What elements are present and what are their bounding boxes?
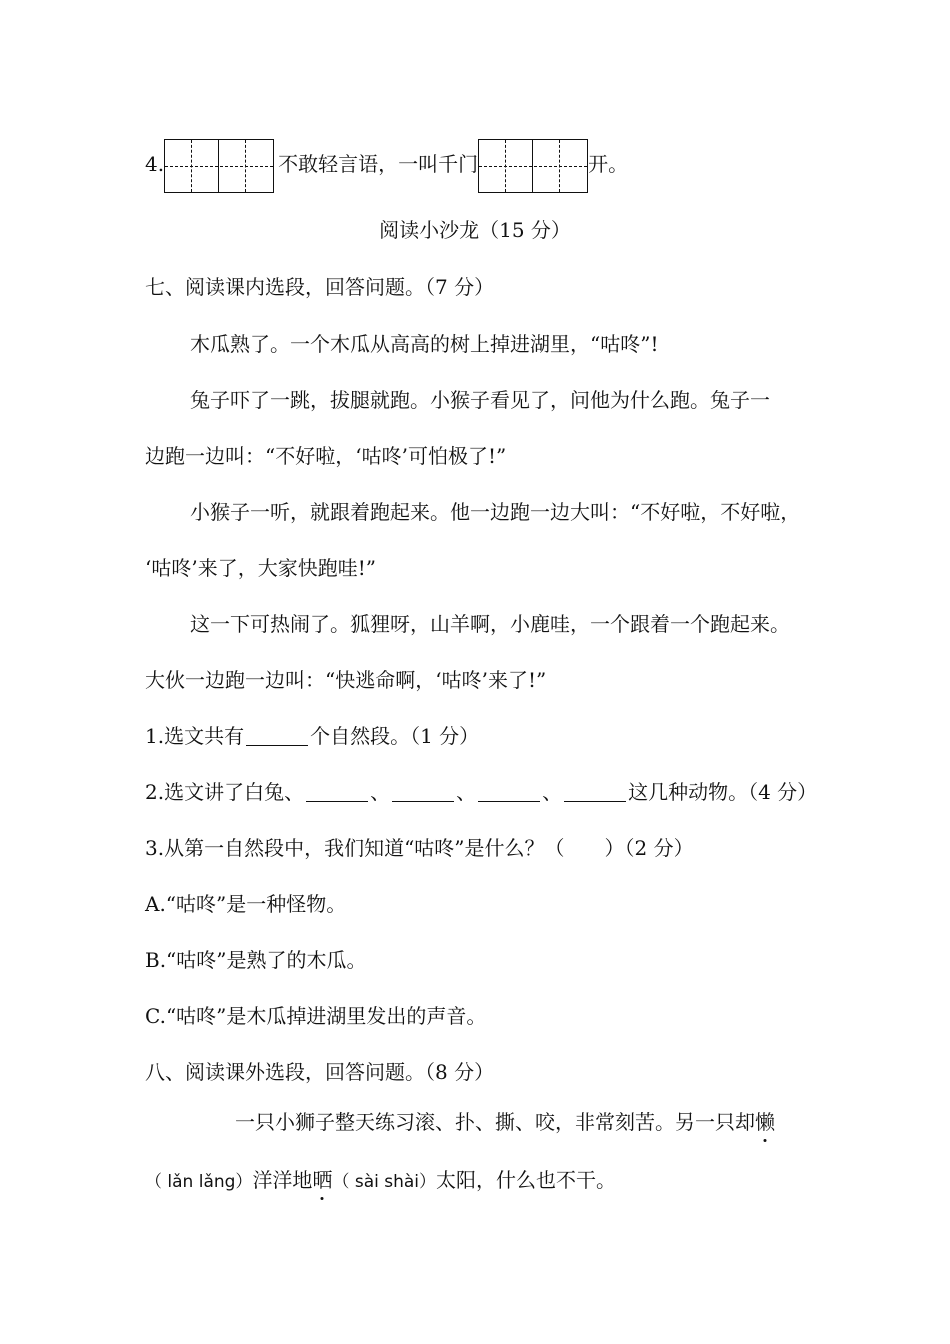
passage2-line-1: 一只小狮子整天练习滚、扑、撕、咬，非常刻苦。另一只却懒 xyxy=(235,1110,775,1134)
question-2: 2.选文讲了白兔、 、 、 、 这几种动物。（4 分） xyxy=(145,780,818,804)
pinyin-choice-1[interactable]: （ lǎn lǎng） xyxy=(145,1172,253,1192)
part8-heading: 八、阅读课外选段，回答问题。（8 分） xyxy=(145,1060,495,1084)
passage-para-3-line-2: ‘咕咚’来了，大家快跑哇!” xyxy=(145,556,376,580)
answer-grid-2[interactable] xyxy=(478,139,588,193)
passage-para-3-line-1: 小猴子一听，就跟着跑起来。他一边跑一边大叫：“不好啦，不好啦， xyxy=(190,500,801,524)
dotted-char: 懒 xyxy=(755,1110,775,1134)
part7-heading: 七、阅读课内选段，回答问题。（7 分） xyxy=(145,275,495,299)
answer-blank[interactable] xyxy=(478,781,540,802)
passage-para-4-line-1: 这一下可热闹了。狐狸呀，山羊啊，小鹿哇，一个跟着一个跑起来。 xyxy=(190,612,790,636)
pinyin-choice-2[interactable]: （ sài shài） xyxy=(332,1172,437,1192)
question-4-number: 4. xyxy=(145,152,165,176)
answer-blank[interactable] xyxy=(564,781,626,802)
answer-blank[interactable] xyxy=(392,781,454,802)
question-1: 1.选文共有 个自然段。（1 分） xyxy=(145,724,480,748)
question-4-end-text: 开。 xyxy=(588,152,629,176)
question-4-line xyxy=(145,136,628,193)
answer-blank[interactable] xyxy=(306,781,368,802)
section-title: 阅读小沙龙（15 分） xyxy=(379,218,571,242)
passage-para-4-line-2: 大伙一边跑一边叫：“快逃命啊，‘咕咚’来了!” xyxy=(145,668,547,692)
passage-para-2-line-1: 兔子吓了一跳，拔腿就跑。小猴子看见了，问他为什么跑。兔子一 xyxy=(190,388,770,412)
question-3: 3.从第一自然段中，我们知道“咕咚”是什么？（ ）（2 分） xyxy=(145,836,694,860)
answer-blank[interactable] xyxy=(246,725,308,746)
passage-para-2-line-2: 边跑一边叫：“不好啦，‘咕咚’可怕极了!” xyxy=(145,444,507,468)
passage2-line-2: （ lǎn lǎng）洋洋地晒（ sài shài）太阳，什么也不干。 xyxy=(145,1168,617,1192)
option-b[interactable]: B.“咕咚”是熟了的木瓜。 xyxy=(145,948,367,972)
dotted-char: 晒 xyxy=(312,1168,333,1192)
option-c[interactable]: C.“咕咚”是木瓜掉进湖里发出的声音。 xyxy=(145,1004,487,1028)
passage-para-1: 木瓜熟了。一个木瓜从高高的树上掉进湖里，“咕咚”! xyxy=(190,332,659,356)
answer-grid-1[interactable] xyxy=(164,139,274,193)
option-a[interactable]: A.“咕咚”是一种怪物。 xyxy=(145,892,347,916)
question-4-middle-text: 不敢轻言语，一叫千门 xyxy=(278,152,479,176)
